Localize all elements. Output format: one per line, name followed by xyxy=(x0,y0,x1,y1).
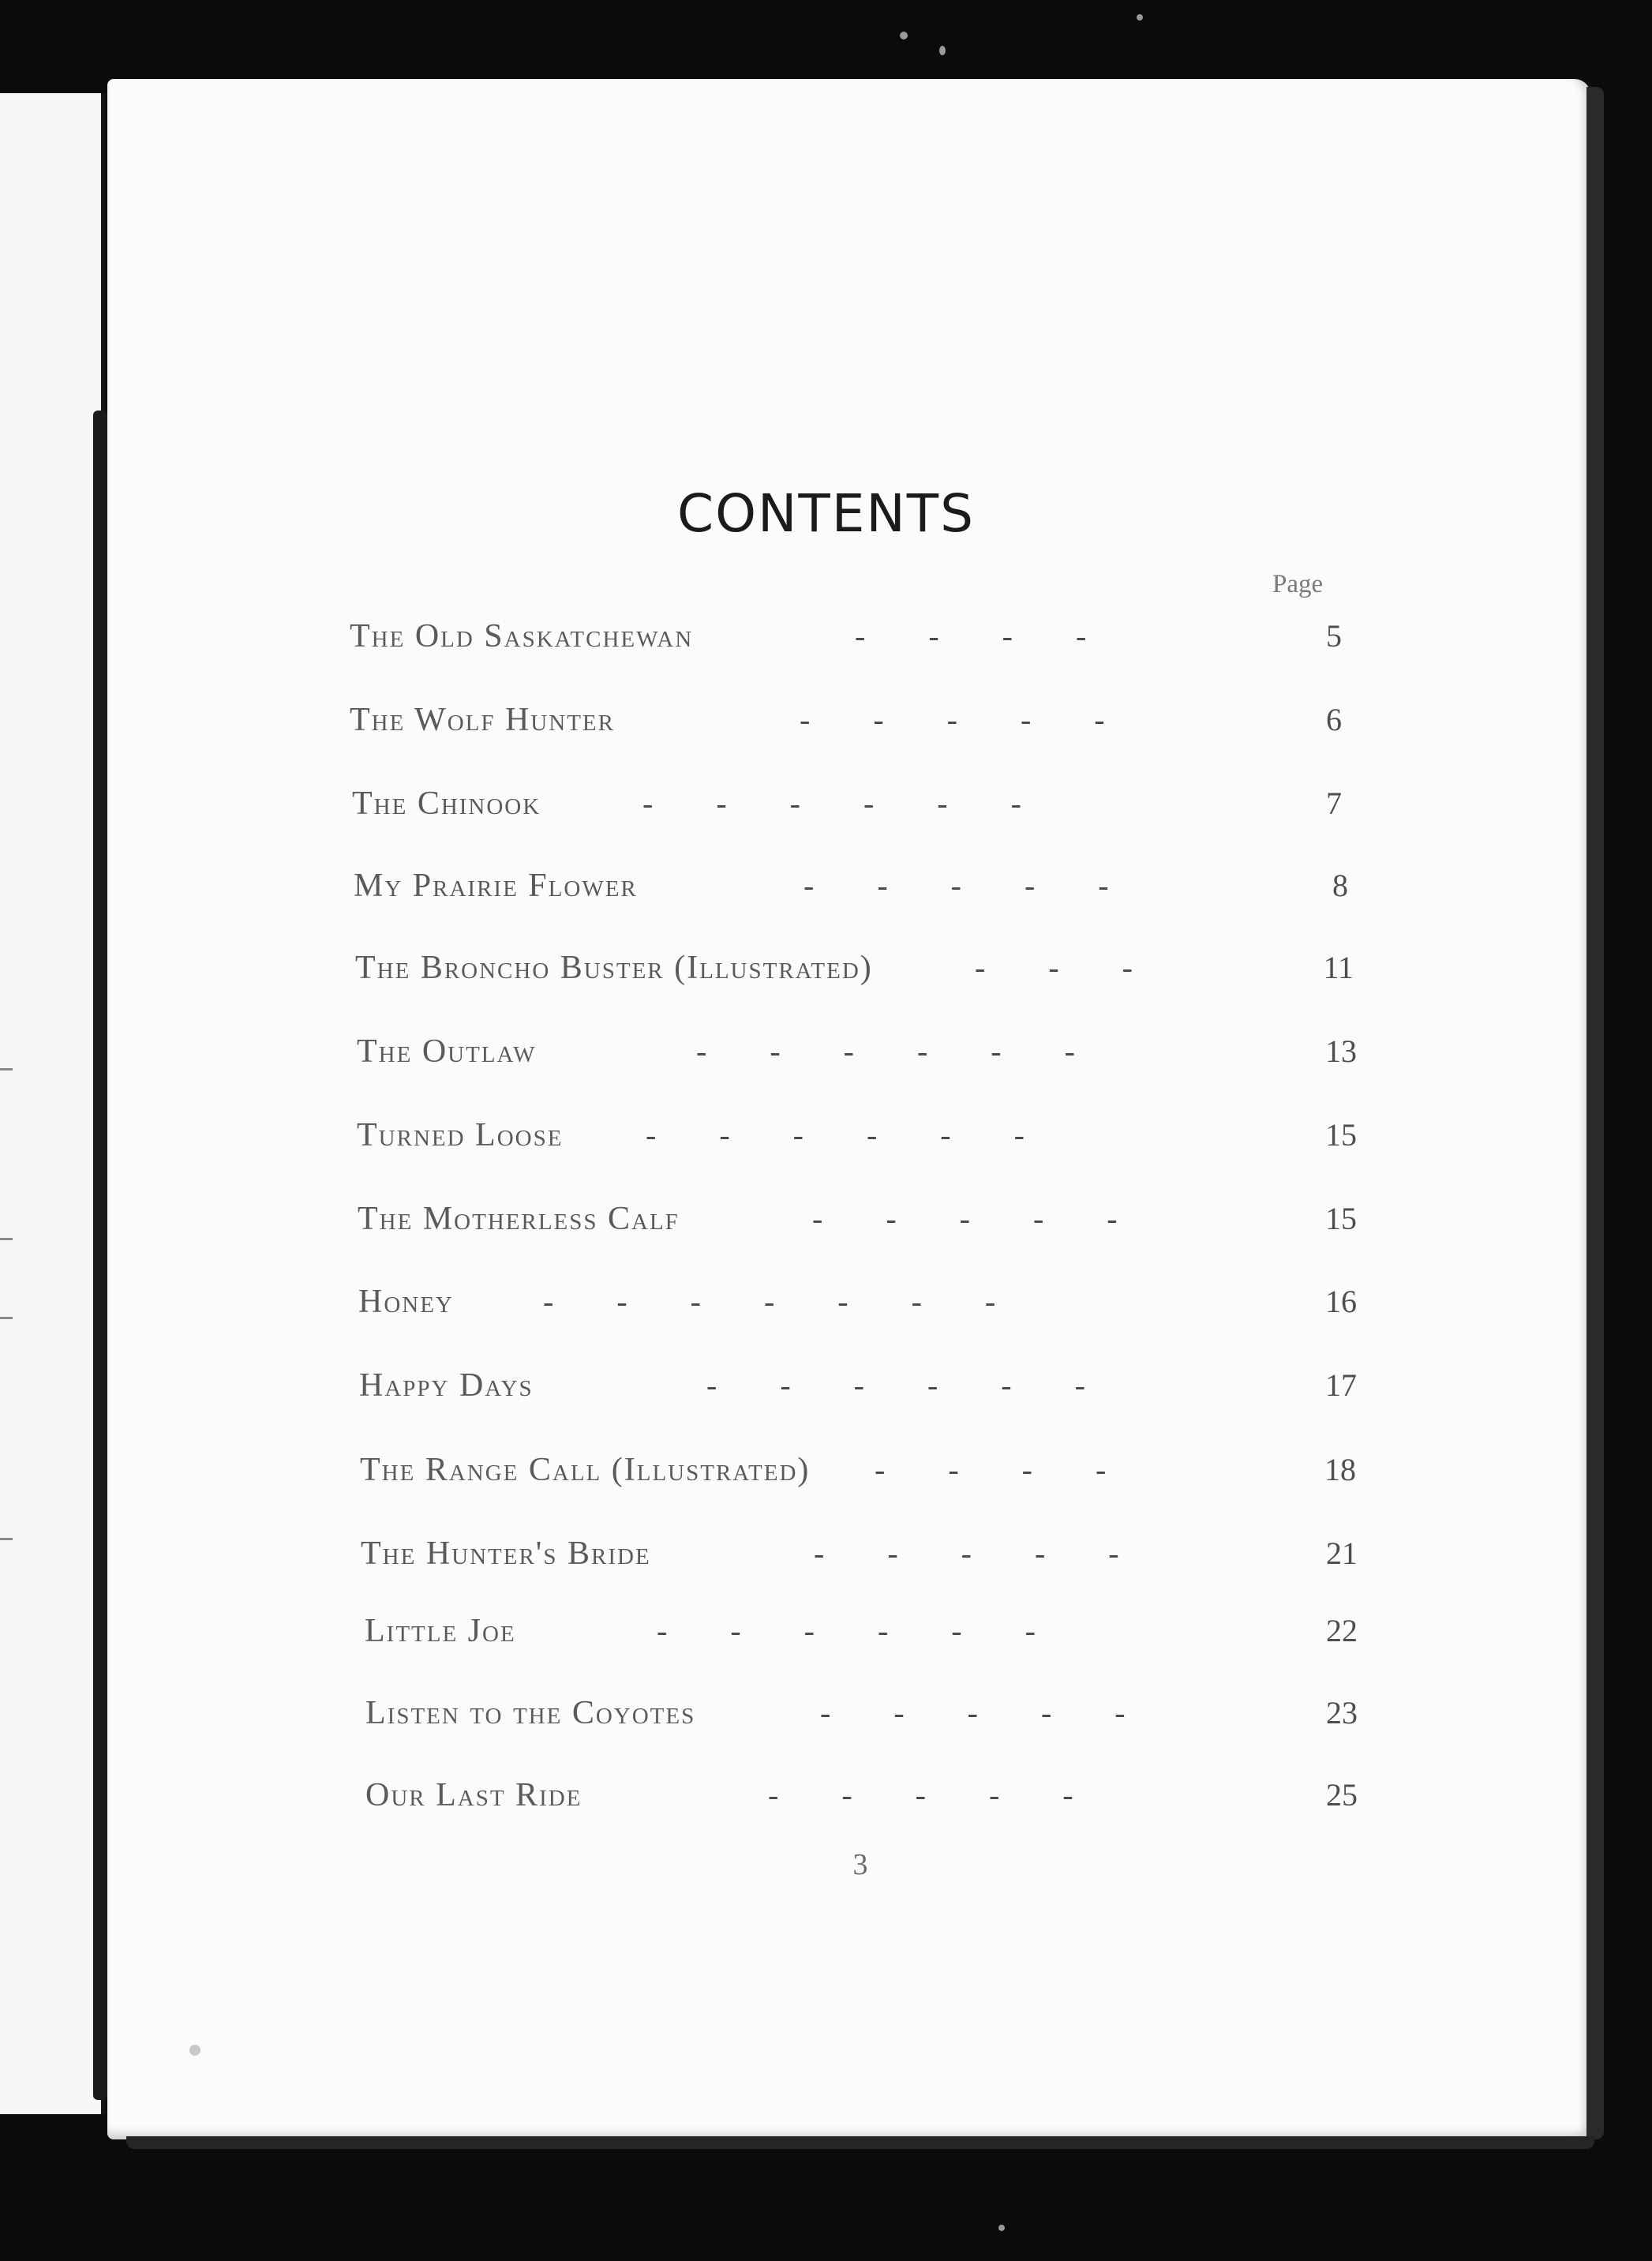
dot-leader: - - - - xyxy=(855,618,1087,654)
dot-leader: - - - - - - xyxy=(646,1117,1025,1153)
entry-page-number: 13 xyxy=(1325,1033,1357,1069)
dot-leader: - - - - - xyxy=(814,1535,1119,1571)
entry-title: The Chinook xyxy=(352,786,541,822)
entry-title: Turned Loose xyxy=(357,1117,564,1153)
dot-leader: - - - - - xyxy=(804,868,1109,903)
dot-leader: - - - - - xyxy=(812,1201,1118,1236)
entry-page-number: 18 xyxy=(1324,1452,1356,1487)
entry-title: The Outlaw xyxy=(357,1033,537,1070)
page-edge-shadow xyxy=(1586,87,1604,2139)
entry-title: Happy Days xyxy=(359,1367,534,1404)
dust-speck xyxy=(189,2045,200,2056)
entry-title: The Old Saskatchewan xyxy=(350,618,694,654)
entry-title: The Wolf Hunter xyxy=(350,702,615,738)
book-gutter xyxy=(93,411,107,2100)
dust-speck xyxy=(939,46,946,55)
dot-leader: - - - - - - xyxy=(706,1367,1085,1403)
page-number-footer: 3 xyxy=(852,1848,868,1881)
entry-title: The Motherless Calf xyxy=(358,1201,680,1237)
page-bottom-shadow xyxy=(126,2136,1594,2149)
dot-leader: - - - - - xyxy=(800,702,1105,737)
entry-title: Our Last Ride xyxy=(365,1777,583,1813)
margin-mark xyxy=(0,1068,13,1071)
entry-page-number: 5 xyxy=(1326,618,1342,654)
dust-speck xyxy=(998,2225,1005,2231)
entry-title: The Broncho Buster (Illustrated) xyxy=(355,950,873,986)
facing-page-edge xyxy=(0,93,106,2114)
entry-title: Little Joe xyxy=(365,1613,516,1649)
entry-page-number: 21 xyxy=(1326,1535,1358,1571)
margin-mark xyxy=(0,1238,13,1240)
entry-page-number: 8 xyxy=(1332,868,1348,903)
dot-leader: - - - - xyxy=(875,1452,1107,1487)
entry-title: The Range Call (Illustrated) xyxy=(360,1452,811,1488)
entry-page-number: 25 xyxy=(1326,1777,1358,1813)
dot-leader: - - - - - - - xyxy=(543,1284,996,1319)
dust-speck xyxy=(900,32,908,39)
dot-leader: - - - - - xyxy=(820,1695,1126,1730)
margin-mark xyxy=(0,1317,13,1319)
entry-page-number: 22 xyxy=(1326,1613,1358,1648)
dot-leader: - - - - - - xyxy=(657,1613,1036,1648)
dust-speck xyxy=(1137,14,1143,21)
entry-title: The Hunter's Bride xyxy=(361,1535,651,1572)
entry-title: Listen to the Coyotes xyxy=(365,1695,696,1731)
entry-page-number: 11 xyxy=(1323,950,1354,985)
entry-title: My Prairie Flower xyxy=(354,868,638,904)
entry-page-number: 15 xyxy=(1325,1201,1357,1236)
entry-title: Honey xyxy=(358,1284,454,1320)
dot-leader: - - - xyxy=(975,950,1133,985)
entry-page-number: 23 xyxy=(1326,1695,1358,1730)
entry-page-number: 17 xyxy=(1325,1367,1357,1403)
entry-page-number: 15 xyxy=(1325,1117,1357,1153)
page-title: CONTENTS xyxy=(676,483,975,544)
page-column-label: Page xyxy=(1272,570,1324,598)
entry-page-number: 16 xyxy=(1325,1284,1357,1319)
dot-leader: - - - - - - xyxy=(642,786,1021,821)
dot-leader: - - - - - xyxy=(768,1777,1073,1813)
dot-leader: - - - - - - xyxy=(696,1033,1075,1069)
entry-page-number: 7 xyxy=(1326,786,1342,821)
margin-mark xyxy=(0,1538,13,1540)
contents-page xyxy=(107,79,1591,2139)
entry-page-number: 6 xyxy=(1326,702,1342,737)
